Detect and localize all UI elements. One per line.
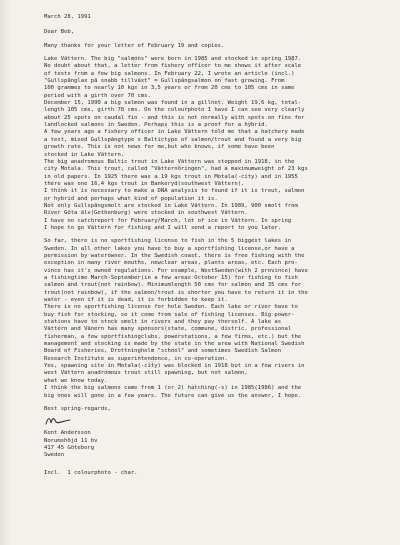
letter-date: March 28, 1991 xyxy=(44,14,91,20)
signer-name: Kent Andersson xyxy=(44,430,91,437)
body-line: 100 grammes to nearly 10 kgs in 3,5 years or from 20 cms to 105 cms in same xyxy=(44,85,295,92)
body-paragraphs-lake-vattern xyxy=(44,56,384,232)
body-line: Board of Fisheries, Drottningholm "school" and sometimes Swedish Salmon xyxy=(44,348,282,355)
body-line: water - even if it is dead, it is forbidden to keep it. xyxy=(44,297,228,304)
body-line: a fishingtime March-September(in a few areas October 15) for fishing to fish xyxy=(44,275,298,281)
body-line: stations have to stock smolt in rivers and they pay therself. A lake as xyxy=(44,319,282,326)
body-line: there was one 16,4 kgs trout in Bankeryd(southwest Vättern). xyxy=(44,180,245,187)
body-line: There is no sportfishing license for hole Sweden. Each lake or river have to xyxy=(44,304,298,311)
body-line: about 25 spots on caudal fin - and this is not normally with spots on fins for xyxy=(44,114,305,121)
body-line: Lake Vättern. The big "salmons" were born in 1985 and stocked in spring 1987. xyxy=(44,56,302,63)
body-paragraphs-licensing xyxy=(44,238,384,400)
body-line: buy fish for stocking, so it come from sale of fishing licenses. Big power- xyxy=(44,311,295,318)
intro-line: Many thanks for your letter of February 19 and copies. xyxy=(44,42,225,49)
body-line: Vättern and Vänern has many sponsors(state, commune, distric, professional xyxy=(44,326,292,333)
body-line: a test, mixed Gullspångtype x Baltictype of salmon/trout and found a very big xyxy=(44,136,302,143)
body-line: or hybrid and perhaps what kind of population it is. xyxy=(44,195,218,202)
body-line: big ones will gone in a few years. The future can give us the answer, I hope. xyxy=(44,392,302,399)
enclosure-note: Incl. 1 colourphoto - char. xyxy=(44,469,138,476)
body-line: city Motala. This trout, called "Vätternöringen", had a maximumweight of 23 kgs xyxy=(44,166,308,173)
body-line: December 15, 1990 a big salmon was found in a gillnet. Weight 19,6 kg, total- xyxy=(44,100,302,107)
body-line: landlocked salmons in Sweden. Perhaps this is a proof for a hybrid. xyxy=(44,122,268,129)
body-line: in old papers. In 1925 there was a 19 kgs trout in Motala(-city) and in 1955 xyxy=(44,173,298,180)
greeting: Dear Bob, xyxy=(44,29,75,36)
address-country: Sweden xyxy=(44,452,65,459)
body-line: exception in many river mouths, newclear areas, plants areas, etc. Each pro- xyxy=(44,260,298,267)
body-line: growth rate. This is not news for me,but who knows, if some have been xyxy=(44,144,275,151)
signature-icon xyxy=(44,415,74,427)
body-line: Not only Gullspångsmolt are stocked in Lake Vättern. In 1989, 900 smolt from xyxy=(44,202,298,209)
body-line: trout(not rainbow), if the salmon/trout is shorter you have to return it in the xyxy=(44,289,308,296)
body-line: management and stocking is made by the state in the area with National Swedish xyxy=(44,341,305,348)
body-line: "Gullspånglax på snabb tillväxt" = Gullspångsalmon on fast growing. From xyxy=(44,78,285,85)
address-street: Norumshöjd 11 bv xyxy=(44,437,98,444)
body-line: The big anadromous Baltic trout in Lake Vättern was stopped in 1918, in the xyxy=(44,158,295,165)
body-line: River Göta älv(Gothenburg) were stocked in southwest Vättern. xyxy=(44,210,248,217)
body-line: fisherman, a few sportfishingclubs, powerstations, a few firms, etc.) but the xyxy=(44,333,302,340)
body-line: Yes, spawning site in Motala(-city) was blocked in 1918 but in a few rivers in xyxy=(44,363,305,370)
body-line: permission by waterowner. In the Swedish coast, there is free fishing with the xyxy=(44,252,305,259)
body-line: Sweden. In all other lakes you have to buy a sportfishing license,or have a xyxy=(44,245,295,252)
body-line: I have no catchreport for February/March, lot of ice in Vättern. In spring xyxy=(44,217,292,224)
body-line: period with a girth over 70 cms. xyxy=(44,92,151,99)
body-line: stocked in Lake Vättern. xyxy=(44,151,125,158)
body-line: I think the big salmons came from 1 (or 2) hatching(-s) in 1985(1986) and the xyxy=(44,385,302,392)
body-line: No doubt about that, a letter from fishery officer to me shows it after scale xyxy=(44,63,302,70)
body-line: I think it is necessary to make a DNA analysis to found if it is trout, salmon xyxy=(44,188,305,195)
address-city: 417 45 Göteborg xyxy=(44,444,95,451)
body-line: A few years ago a fishery officer in Lake Vättern told me that a hatchery made xyxy=(44,129,305,136)
body-line: what we know today. xyxy=(44,377,108,384)
body-line: of tests from a few big salmons. In February 22, I wrote an article (incl.) xyxy=(44,70,295,77)
body-line: I hope to go Vättern for fishing and I will send a report to you later. xyxy=(44,224,282,231)
body-line: west Vättern anadromous trout still spawning, but not salmon, xyxy=(44,370,248,377)
body-line: length 105 cms, girth 78 cms. On the colourphoto I have I can see very clearly xyxy=(44,107,305,114)
body-line: Research Institute as superintendence, in co-operation. xyxy=(44,355,228,362)
body-line: vince has it's owned regulations. For example, WestSweden(with 2 province) have xyxy=(44,267,308,274)
body-line: salmon and trout(not rainbow). Minimumlength 50 cms for salmon and 35 cms for xyxy=(44,282,302,289)
closing: Best spring-regards, xyxy=(44,405,111,412)
body-line: So far, there is no sportfishing license to fish in the 5 biggest lakes in xyxy=(44,238,292,245)
